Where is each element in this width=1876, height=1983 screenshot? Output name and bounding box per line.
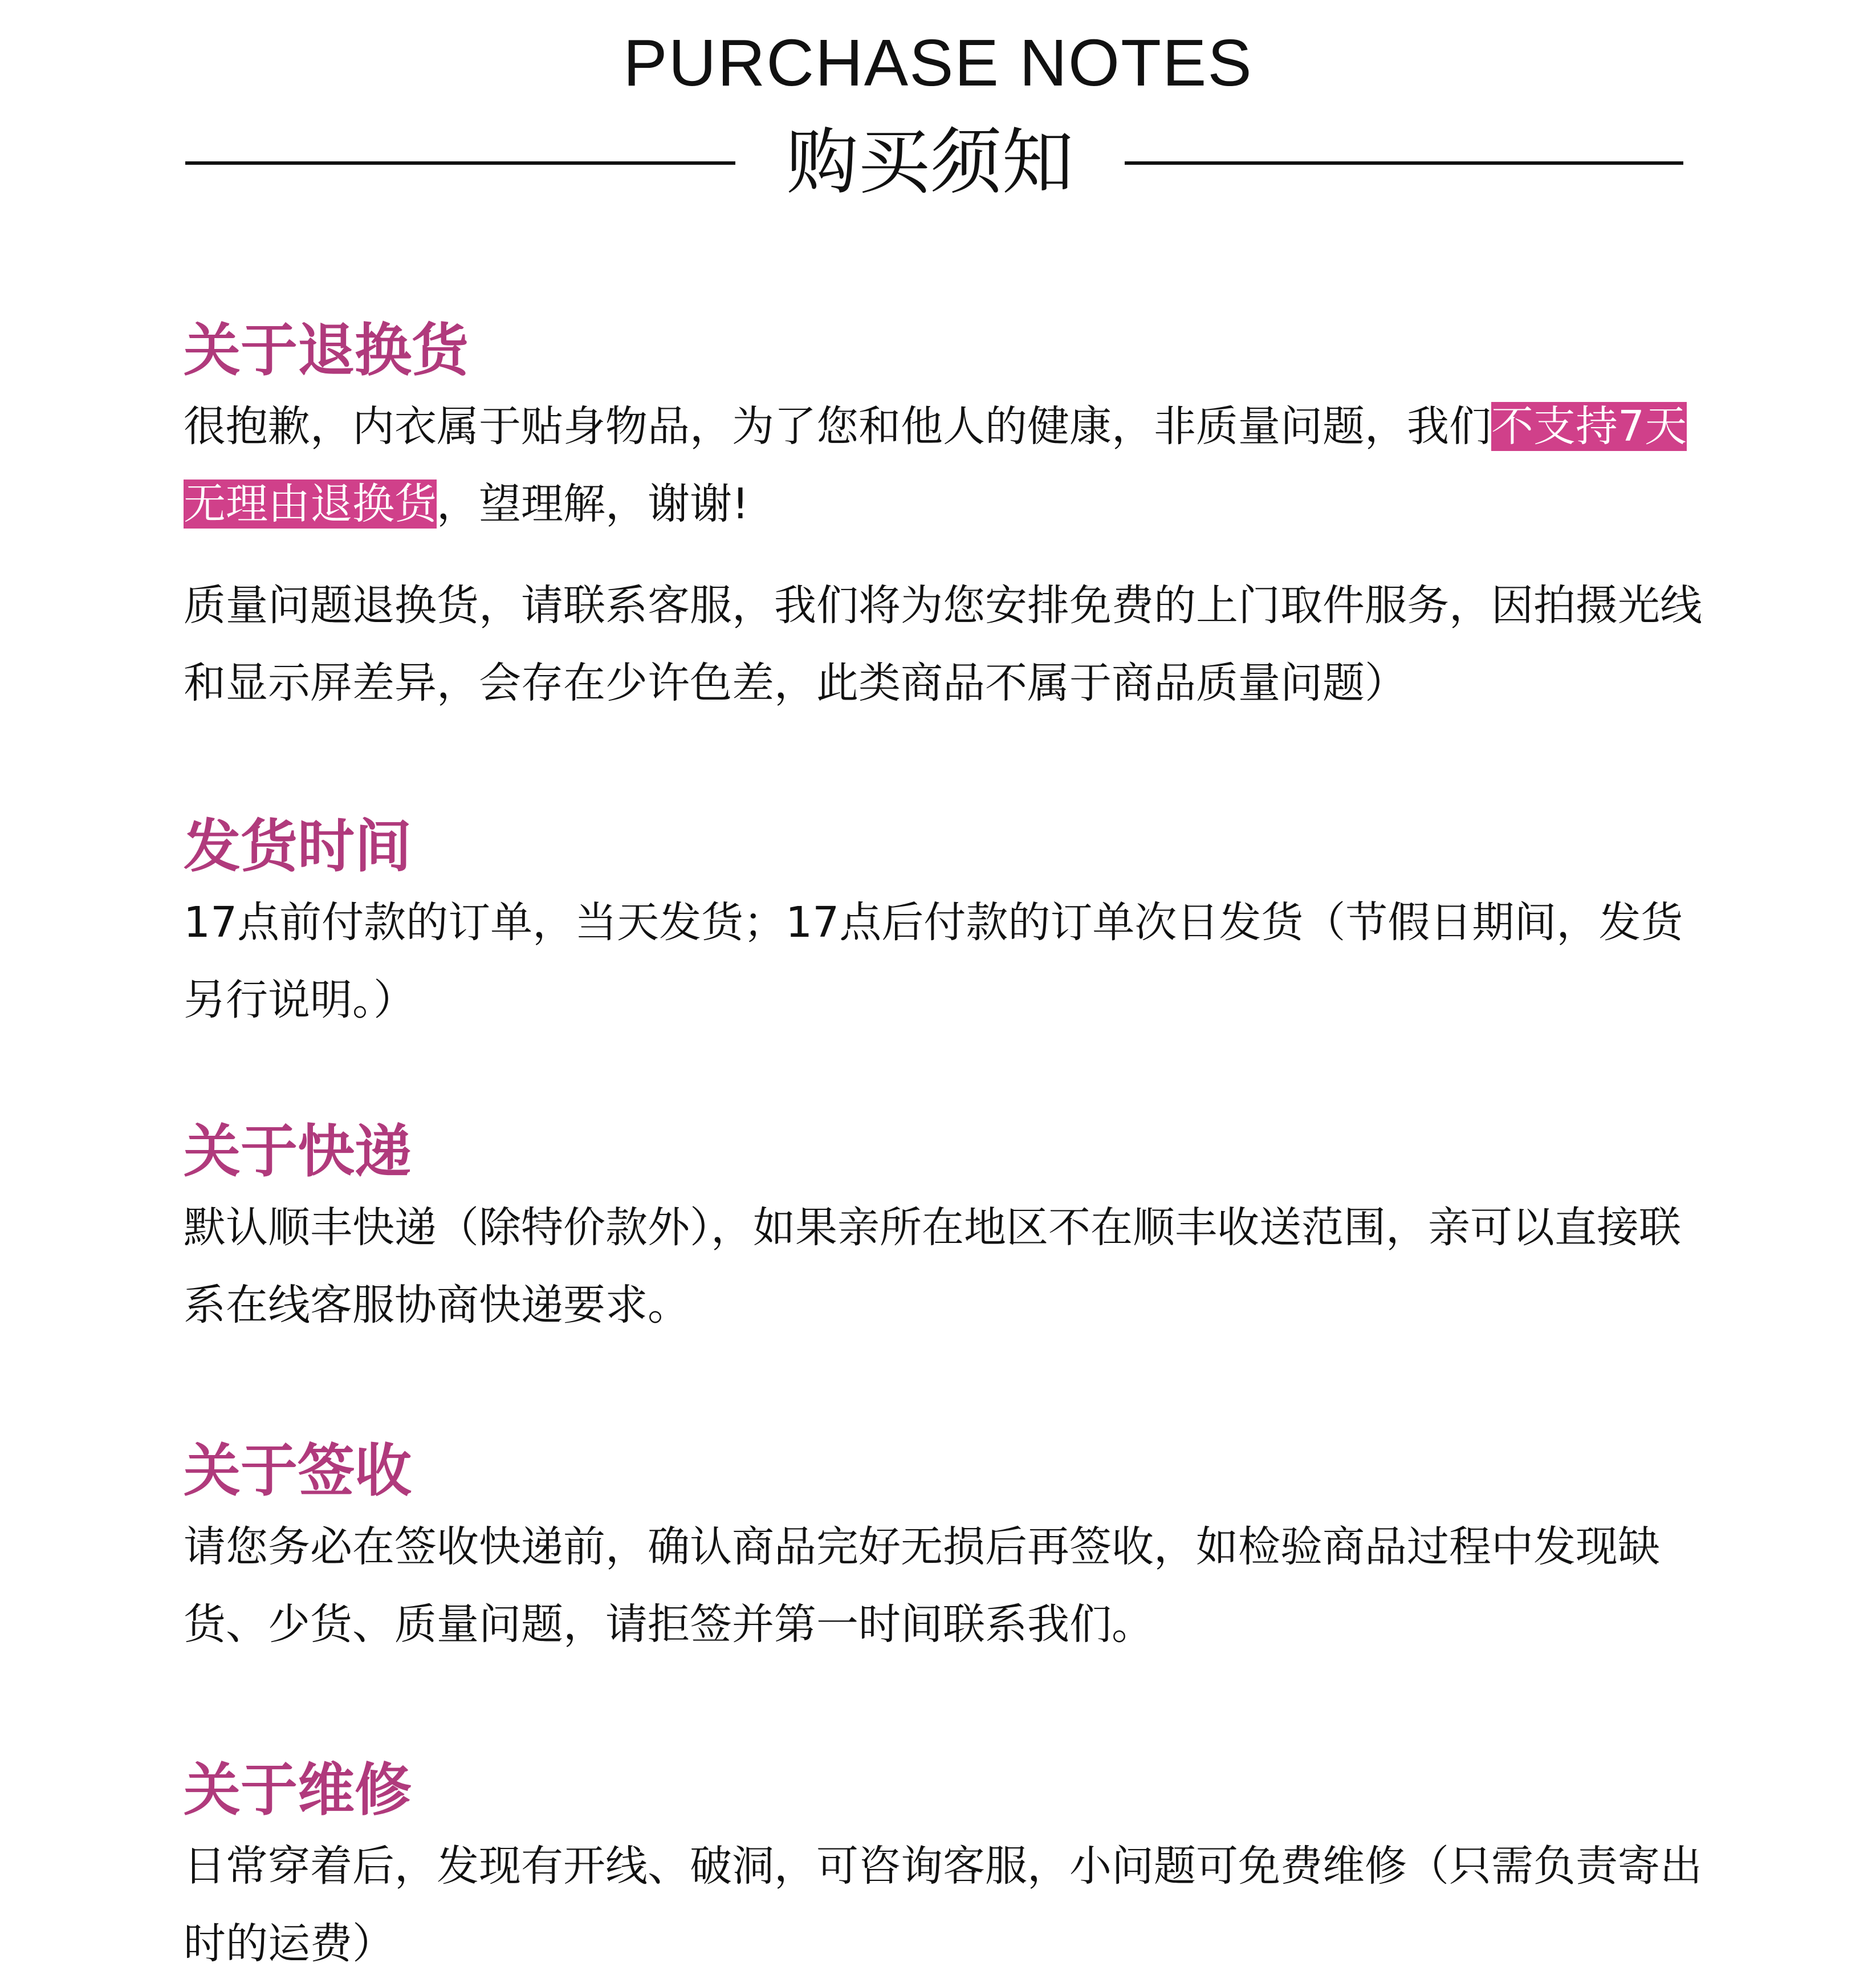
section-returns <box>184 314 1723 722</box>
section-heading-receipt: 关于签收 <box>184 1437 412 1504</box>
section-receipt <box>184 1434 1723 1663</box>
title-chinese: 购买须知 <box>786 120 1074 204</box>
returns-policy-paragraph <box>184 388 1723 543</box>
section-heading-shipping-time: 发货时间 <box>184 813 412 880</box>
returns-policy-text: 很抱歉，内衣属于贴身物品，为了您和他人的健康，非质量问题，我们 <box>184 402 1491 451</box>
section-repair <box>184 1753 1723 1982</box>
title-chinese-row <box>0 117 1876 208</box>
title-divider-right <box>1125 161 1683 165</box>
quality-return-paragraph: 质量问题退换货，请联系客服，我们将为您安排免费的上门取件服务，因拍摄光线和显示屏差异，会存在少许色差，此类商品不属于商品质量问题） <box>184 581 1702 708</box>
title-english: PURCHASE NOTES <box>623 26 1253 100</box>
section-courier <box>184 1115 1723 1344</box>
returns-policy-closing: ，望理解，谢谢! <box>437 480 749 529</box>
no-return-highlight: 不支持7天无理由退换货 <box>184 402 1687 529</box>
repair-paragraph: 日常穿着后，发现有开线、破洞，可咨询客服，小问题可免费维修（只需负责寄出时的运费） <box>184 1842 1702 1968</box>
courier-paragraph: 默认顺丰快递（除特价款外），如果亲所在地区不在顺丰收送范围，亲可以直接联系在线客服协商快递要求。 <box>184 1203 1681 1330</box>
title-divider-left <box>185 161 735 165</box>
section-heading-repair: 关于维修 <box>184 1757 412 1823</box>
section-heading-returns: 关于退换货 <box>184 317 469 384</box>
receipt-paragraph: 请您务必在签收快递前，确认商品完好无损后再签收，如检验商品过程中发现缺货、少货、质量问题，请拒签并第一时间联系我们。 <box>184 1522 1660 1649</box>
section-heading-courier: 关于快递 <box>184 1118 412 1185</box>
section-shipping-time <box>184 810 1723 1039</box>
shipping-time-paragraph: 17点前付款的订单，当天发货；17点后付款的订单次日发货（节假日期间，发货另行说明。） <box>184 898 1683 1025</box>
